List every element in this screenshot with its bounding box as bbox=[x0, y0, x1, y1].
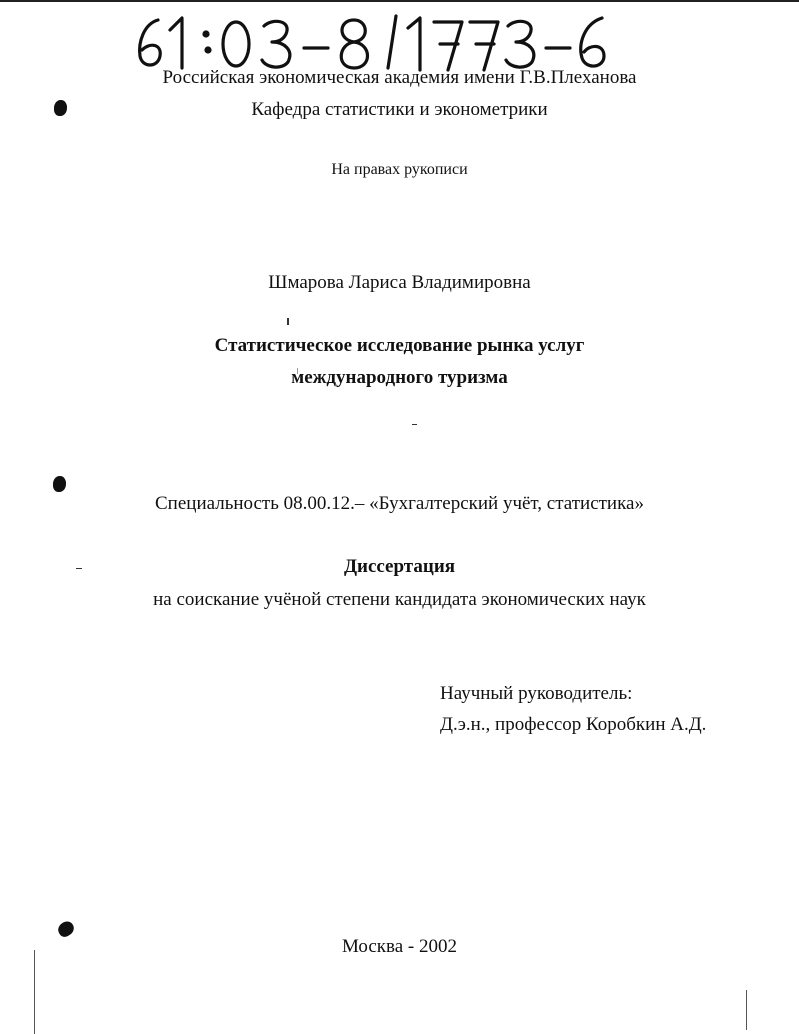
page-top-border bbox=[0, 0, 799, 2]
scan-speck bbox=[287, 318, 289, 325]
left-margin-scan-line bbox=[34, 950, 35, 1034]
advisor-name: Д.э.н., профессор Коробкин А.Д. bbox=[440, 714, 707, 735]
dissertation-title-line1: Статистическое исследование рынка услуг bbox=[214, 335, 585, 356]
specialty: Специальность 08.00.12.– «Бухгалтерский учёт, статистика» bbox=[155, 493, 644, 514]
degree-statement: на соискание учёной степени кандидата экономических наук bbox=[153, 589, 646, 610]
advisor-label: Научный руководитель: bbox=[440, 683, 633, 704]
author-name: Шмарова Лариса Владимировна bbox=[268, 272, 531, 293]
handwritten-catalog-number bbox=[132, 14, 612, 72]
scan-speck bbox=[412, 424, 417, 425]
manuscript-note: На правах рукописи bbox=[331, 161, 468, 178]
right-margin-scan-line bbox=[746, 990, 747, 1030]
institution-name: Российская экономическая академия имени Г.В.Плеханова bbox=[162, 67, 637, 88]
document-type: Диссертация bbox=[343, 556, 456, 577]
dissertation-title-line2: международного туризма bbox=[291, 367, 508, 388]
department-name: Кафедра статистики и эконометрики bbox=[251, 99, 548, 120]
city-year: Москва - 2002 bbox=[341, 936, 458, 957]
punch-hole-middle bbox=[53, 476, 66, 492]
